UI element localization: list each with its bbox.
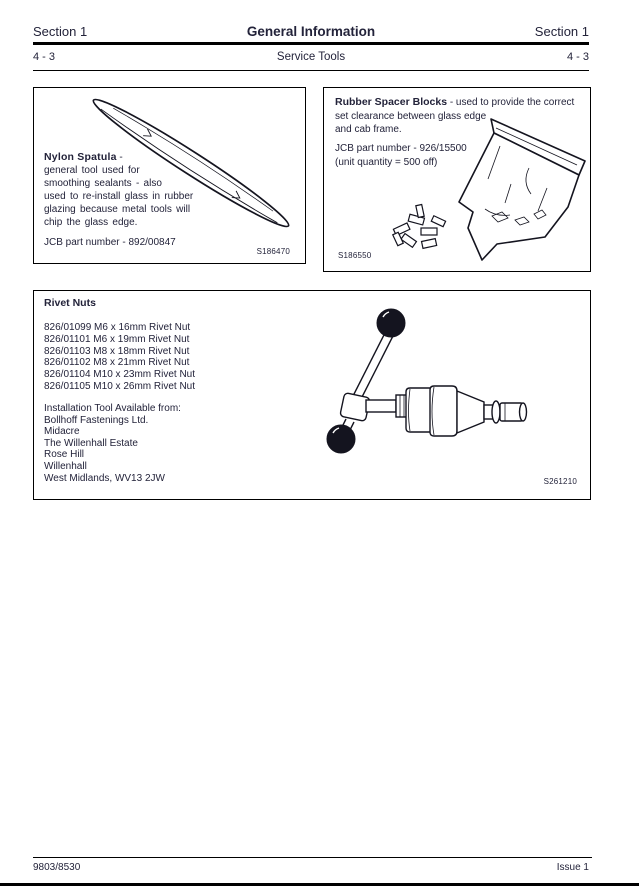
nylon-spatula-title-line: Nylon Spatula - (44, 151, 123, 163)
rubber-spacer-blocks-part-number: JCB part number - 926/15500 (unit quantity = 500 off) (335, 143, 467, 168)
page-number-left: 4 - 3 (33, 51, 56, 63)
publication-number: 9803/8530 (33, 862, 81, 873)
nylon-spatula-part-number: JCB part number - 892/00847 (44, 237, 176, 248)
page-subtitle: Service Tools (276, 51, 346, 63)
page-bottom-edge (0, 883, 639, 886)
header-section-left: Section 1 (33, 24, 88, 39)
nylon-spatula-description: general tool used for smoothing sealants - also used to re-install glass in rubber glazing because metal tools will chip the glass edge. (44, 165, 194, 228)
header-rule-thick (33, 42, 589, 45)
page-title: General Information (246, 24, 376, 39)
issue-label: Issue 1 (556, 862, 589, 873)
rivet-nut-item: 826/01103 M8 x 18mm Rivet Nut (44, 345, 190, 357)
rivet-nut-item: 826/01105 M10 x 26mm Rivet Nut (44, 380, 196, 392)
header-rule-thin (33, 70, 589, 71)
rivet-nuts-panel (33, 290, 591, 500)
rivet-nut-item: 826/01101 M6 x 19mm Rivet Nut (44, 333, 190, 345)
rivet-nuts-figure-ref: S261210 (543, 477, 577, 486)
page-header-row (33, 24, 589, 39)
nylon-spatula-panel (33, 87, 306, 264)
footer-rule (33, 857, 592, 858)
rubber-spacer-blocks-text: Rubber Spacer Blocks - used to provide the correct set clearance between glass edge and cab frame. (335, 96, 575, 135)
rivet-nuts-list (44, 322, 195, 393)
rivet-nut-item: 826/01104 M10 x 23mm Rivet Nut (44, 369, 196, 381)
page-number-right: 4 - 3 (566, 51, 589, 63)
rivet-nuts-supplier-address: Installation Tool Available from: Bollhoff Fastenings Ltd. Midacre The Willenhall Estate Rose Hill Willenhall West Midlands, WV13 2JW (44, 403, 181, 484)
nylon-spatula-text (44, 151, 214, 229)
nylon-spatula-title: Nylon Spatula (44, 151, 117, 163)
page-footer-row (33, 862, 589, 873)
rivet-nut-item: 826/01099 M6 x 16mm Rivet Nut (44, 322, 191, 333)
rubber-spacer-blocks-title: Rubber Spacer Blocks (335, 96, 448, 108)
rivet-nut-item: 826/01102 M8 x 21mm Rivet Nut (44, 357, 190, 369)
nylon-spatula-figure-ref: S186470 (256, 247, 290, 256)
page-subheader-row (33, 51, 589, 63)
rubber-spacer-blocks-panel (323, 87, 591, 272)
rivet-nuts-title: Rivet Nuts (44, 297, 96, 309)
header-section-right: Section 1 (534, 24, 589, 39)
rubber-spacer-blocks-figure-ref: S186550 (338, 251, 372, 260)
supplier-heading: Installation Tool Available from: (44, 403, 181, 414)
